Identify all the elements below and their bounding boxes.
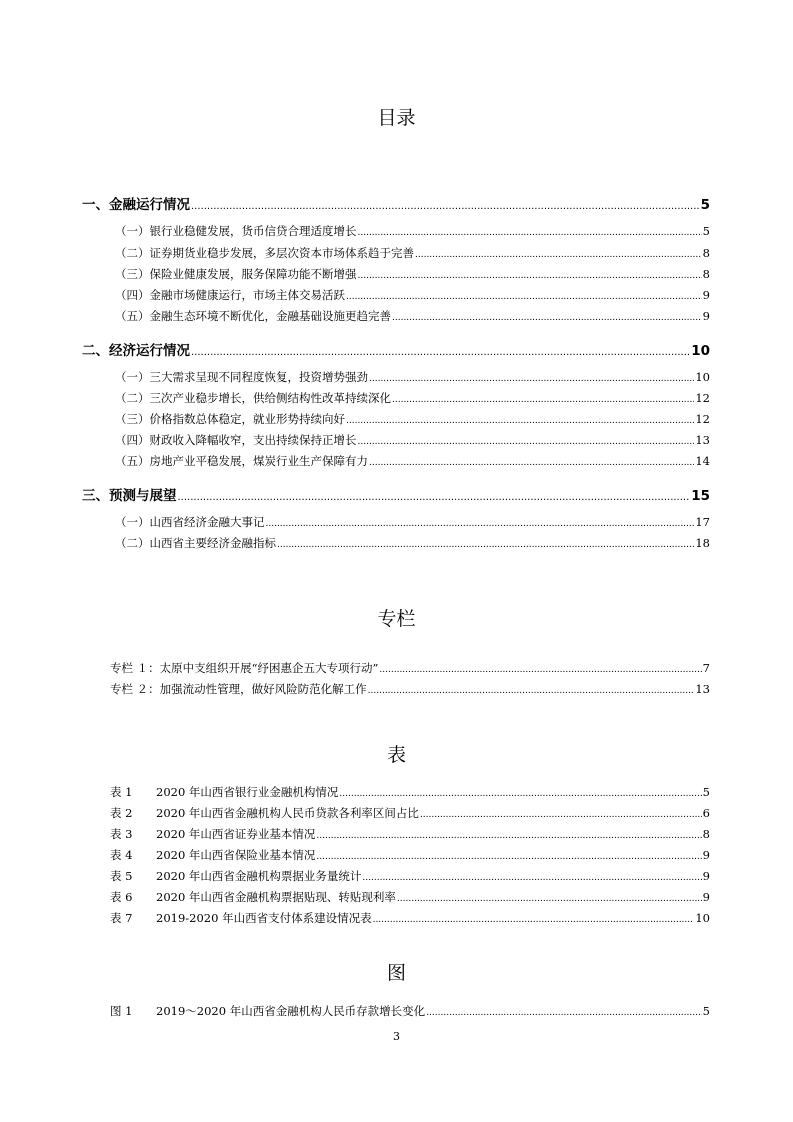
- toc-item-label: （二）证券期货业稳步发展，多层次资本市场体系趋于完善: [115, 246, 414, 260]
- toc-section-2[interactable]: [82, 339, 710, 359]
- dot-leader: [362, 873, 701, 883]
- figure-entry-1[interactable]: [110, 1003, 710, 1019]
- toc-item-page: 12: [695, 391, 710, 405]
- dot-leader: [392, 395, 694, 405]
- table-entry-4[interactable]: [110, 847, 710, 863]
- dot-leader: [358, 228, 702, 238]
- toc-item-1-4[interactable]: [115, 287, 710, 303]
- table-entry-label: 2020 年山西省保险业基本情况: [156, 848, 316, 862]
- table-entry-num: 表 4: [110, 848, 133, 862]
- table-entry-page: 10: [695, 911, 710, 925]
- toc-item-page: 5: [702, 224, 710, 238]
- toc-item-3-2[interactable]: [115, 535, 710, 551]
- table-entry-2[interactable]: [110, 805, 710, 821]
- dot-leader: [178, 492, 691, 503]
- table-entry-num: 表 7: [110, 911, 133, 925]
- table-entry-label: 2020 年山西省证券业基本情况: [156, 827, 316, 841]
- table-entry-label: 2019-2020 年山西省支付体系建设情况表: [156, 911, 372, 925]
- dot-leader: [346, 416, 694, 426]
- table-entry-7[interactable]: [110, 910, 710, 926]
- dot-leader: [397, 894, 702, 904]
- dot-leader: [316, 831, 701, 841]
- table-entry-label: 2020 年山西省金融机构票据业务量统计: [156, 869, 362, 883]
- dot-leader: [379, 665, 701, 675]
- column-entry-page: 7: [702, 661, 710, 675]
- dot-leader: [346, 292, 702, 302]
- toc-item-2-4[interactable]: [115, 432, 710, 448]
- table-entry-label: 2020 年山西省金融机构人民币贷款各利率区间占比: [156, 806, 419, 820]
- figure-entry-num: 图 1: [110, 1004, 133, 1018]
- toc-section-label: 一、金融运行情况: [82, 197, 190, 213]
- toc-item-3-1[interactable]: [115, 514, 710, 530]
- toc-item-page: 13: [695, 433, 710, 447]
- dot-leader: [415, 250, 702, 260]
- toc-item-page: 12: [695, 412, 710, 426]
- toc-item-label: （五）房地产业平稳发展，煤炭行业生产保障有力: [115, 454, 368, 468]
- toc-item-2-5[interactable]: [115, 453, 710, 469]
- table-entry-page: 6: [702, 806, 710, 820]
- figure-entry-label: 2019～2020 年山西省金融机构人民币存款增长变化: [156, 1004, 426, 1018]
- toc-item-page: 10: [695, 370, 710, 384]
- table-entry-num: 表 1: [110, 785, 133, 799]
- dot-leader: [369, 374, 694, 384]
- toc-title: 目录: [377, 107, 416, 129]
- toc-item-label: （三）价格指数总体稳定，就业形势持续向好: [115, 412, 345, 426]
- toc-item-label: （五）金融生态环境不断优化，金融基础设施更趋完善: [115, 309, 391, 323]
- column-entry-2[interactable]: [110, 681, 710, 697]
- toc-item-page: 18: [695, 536, 710, 550]
- table-entry-page: 9: [702, 869, 710, 883]
- toc-item-page: 14: [695, 454, 710, 468]
- toc-item-1-1[interactable]: [115, 223, 710, 239]
- toc-item-2-2[interactable]: [115, 390, 710, 406]
- table-entry-3[interactable]: [110, 826, 710, 842]
- dot-leader: [368, 686, 695, 696]
- dot-leader: [369, 458, 694, 468]
- table-entry-num: 表 3: [110, 827, 133, 841]
- toc-item-label: （二）三次产业稳步增长，供给侧结构性改革持续深化: [115, 391, 391, 405]
- toc-section-label: 二、经济运行情况: [82, 343, 190, 359]
- page-number: 3: [393, 1030, 400, 1043]
- toc-item-label: （一）三大需求呈现不同程度恢复，投资增势强劲: [115, 370, 368, 384]
- dot-leader: [392, 313, 702, 323]
- table-entry-page: 9: [702, 848, 710, 862]
- toc-item-page: 9: [702, 288, 710, 302]
- toc-section-3[interactable]: [82, 484, 710, 504]
- toc-item-2-1[interactable]: [115, 369, 710, 385]
- table-entry-num: 表 2: [110, 806, 133, 820]
- toc-section-page: 5: [700, 197, 710, 213]
- tables-title: 表: [386, 744, 406, 766]
- column-entry-label: 专栏 ２：加强流动性管理，做好风险防范化解工作: [110, 682, 367, 696]
- dot-leader: [266, 519, 695, 529]
- dot-leader: [373, 915, 695, 925]
- figures-title: 图: [386, 962, 406, 984]
- table-entry-num: 表 5: [110, 869, 133, 883]
- dot-leader: [277, 540, 694, 550]
- dot-leader: [358, 437, 695, 447]
- toc-section-page: 15: [691, 488, 710, 504]
- table-entry-page: 5: [702, 785, 710, 799]
- columns-title: 专栏: [377, 608, 416, 630]
- table-entry-page: 9: [702, 890, 710, 904]
- toc-item-page: 8: [702, 246, 710, 260]
- table-entry-6[interactable]: [110, 889, 710, 905]
- dot-leader: [426, 1008, 701, 1018]
- toc-item-page: 17: [695, 515, 710, 529]
- dot-leader: [191, 347, 690, 358]
- toc-item-1-2[interactable]: [115, 245, 710, 261]
- table-entry-num: 表 6: [110, 890, 133, 904]
- column-entry-page: 13: [695, 682, 710, 696]
- table-entry-5[interactable]: [110, 868, 710, 884]
- dot-leader: [339, 789, 701, 799]
- table-entry-label: 2020 年山西省银行业金融机构情况: [156, 785, 339, 799]
- table-entry-page: 8: [702, 827, 710, 841]
- dot-leader: [358, 271, 702, 281]
- toc-item-label: （一）山西省经济金融大事记: [115, 515, 265, 529]
- toc-item-page: 9: [702, 309, 710, 323]
- toc-item-2-3[interactable]: [115, 411, 710, 427]
- toc-section-page: 10: [691, 343, 710, 359]
- table-entry-1[interactable]: [110, 784, 710, 800]
- toc-item-label: （二）山西省主要经济金融指标: [115, 536, 276, 550]
- column-entry-1[interactable]: [110, 660, 710, 676]
- column-entry-label: 专栏 １：太原中支组织开展“纾困惠企五大专项行动”: [110, 661, 379, 675]
- toc-section-label: 三、预测与展望: [82, 488, 177, 504]
- toc-item-label: （一）银行业稳健发展，货币信贷合理适度增长: [115, 224, 357, 238]
- toc-item-label: （四）财政收入降幅收窄，支出持续保持正增长: [115, 433, 357, 447]
- toc-item-label: （三）保险业健康发展，服务保障功能不断增强: [115, 267, 357, 281]
- figure-entry-page: 5: [702, 1004, 710, 1018]
- table-entry-label: 2020 年山西省金融机构票据贴现、转贴现利率: [156, 890, 396, 904]
- toc-item-1-3[interactable]: [115, 266, 710, 282]
- toc-section-1[interactable]: [82, 193, 710, 213]
- dot-leader: [316, 852, 701, 862]
- toc-item-1-5[interactable]: [115, 308, 710, 324]
- toc-item-page: 8: [702, 267, 710, 281]
- dot-leader: [191, 201, 700, 212]
- toc-item-label: （四）金融市场健康运行，市场主体交易活跃: [115, 288, 345, 302]
- dot-leader: [420, 810, 702, 820]
